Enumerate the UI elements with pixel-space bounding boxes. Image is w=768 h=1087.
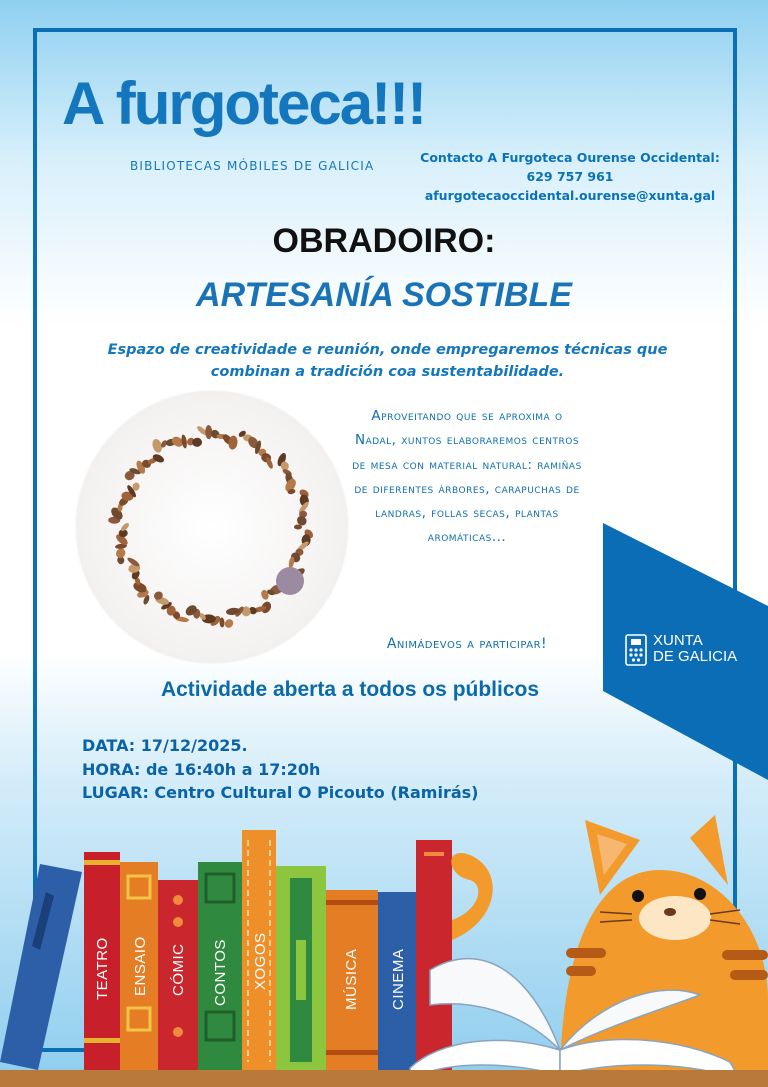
book-teatro-band2 — [84, 1038, 120, 1043]
book-blue-left — [0, 864, 82, 1070]
xunta-line1: XUNTA — [653, 632, 703, 649]
cat-stripe2 — [566, 966, 596, 976]
book-musica-band — [326, 900, 378, 905]
book-comic-dot — [173, 895, 183, 905]
brand-subtitle: BIBLIOTECAS MÓBILES DE GALICIA — [130, 159, 375, 173]
book-lime-label — [296, 940, 306, 1000]
cat-muzzle — [639, 896, 711, 940]
contact-label: Contacto A Furgoteca Ourense Occidental: — [420, 150, 720, 165]
cat-stripe3 — [722, 950, 768, 960]
shelf — [0, 1070, 768, 1087]
description-text: Aproveitando que se aproxima o Nadal, xuntos elaboraremos centros de mesa con material natural: ramiñas de diferentes árbores, carapuchas de landras, follas secas, plantas aromáticas... — [352, 408, 582, 546]
book-label-musica: MÚSICA — [343, 948, 360, 1010]
wreath-flower — [276, 567, 304, 595]
book-red-band — [424, 852, 444, 856]
book-comic-dot3 — [173, 1027, 183, 1037]
xunta-line2: DE GALICIA — [653, 648, 738, 665]
workshop-title: OBRADOIRO: — [272, 222, 496, 260]
wreath-photo — [76, 391, 348, 663]
wreath-leaf — [181, 434, 188, 449]
audience-text: Actividade aberta a todos os públicos — [160, 678, 540, 701]
contact-block — [420, 148, 720, 205]
cat-nose — [664, 908, 676, 916]
event-info — [82, 734, 478, 805]
book-label-xogos: XOGOS — [252, 932, 269, 990]
event-time: HORA: de 16:40h a 17:20h — [82, 759, 321, 779]
book-label-cinema: CINEMA — [390, 948, 407, 1010]
event-date: DATA: 17/12/2025. — [82, 736, 248, 755]
cheer-text: Animádevos a participar! — [386, 636, 548, 652]
wreath-leaf — [294, 525, 302, 530]
contact-email: afurgotecaoccidental.ourense@xunta.gal — [424, 188, 716, 203]
brand-title: A furgoteca!!! — [62, 70, 426, 137]
book-label-comic: CÓMIC — [170, 943, 187, 996]
cat-stripe — [566, 948, 606, 958]
book-red-right — [416, 840, 452, 1072]
cat-stripe4 — [730, 970, 768, 980]
book-label-teatro: TEATRO — [94, 937, 111, 1000]
book-comic-dot2 — [173, 917, 183, 927]
workshop-subtitle: ARTESANÍA SOSTIBLE — [196, 276, 572, 314]
wreath-leaf — [223, 617, 235, 629]
event-place: LUGAR: Centro Cultural O Picouto (Ramirás) — [82, 783, 479, 802]
book-musica-band2 — [326, 1050, 378, 1055]
wreath-image — [76, 391, 348, 663]
book-label-ensaio: ENSAIO — [132, 936, 149, 996]
xunta-shield-icon — [625, 634, 647, 666]
intro-text: Espazo de creatividade e reunión, onde empregaremos técnicas que combinan a tradición coa sustentabilidade. — [107, 342, 668, 380]
books-illustration — [0, 800, 768, 1087]
book-teatro-band — [84, 860, 120, 865]
book-label-contos: CONTOS — [212, 939, 229, 1006]
cat-eye-left — [632, 890, 644, 902]
cat-eye-right — [694, 888, 706, 900]
cat-ear-right — [690, 815, 728, 885]
cat-tail — [451, 853, 492, 940]
contact-phone: 629 757 961 — [526, 169, 614, 184]
wreath-leaf — [205, 425, 212, 439]
